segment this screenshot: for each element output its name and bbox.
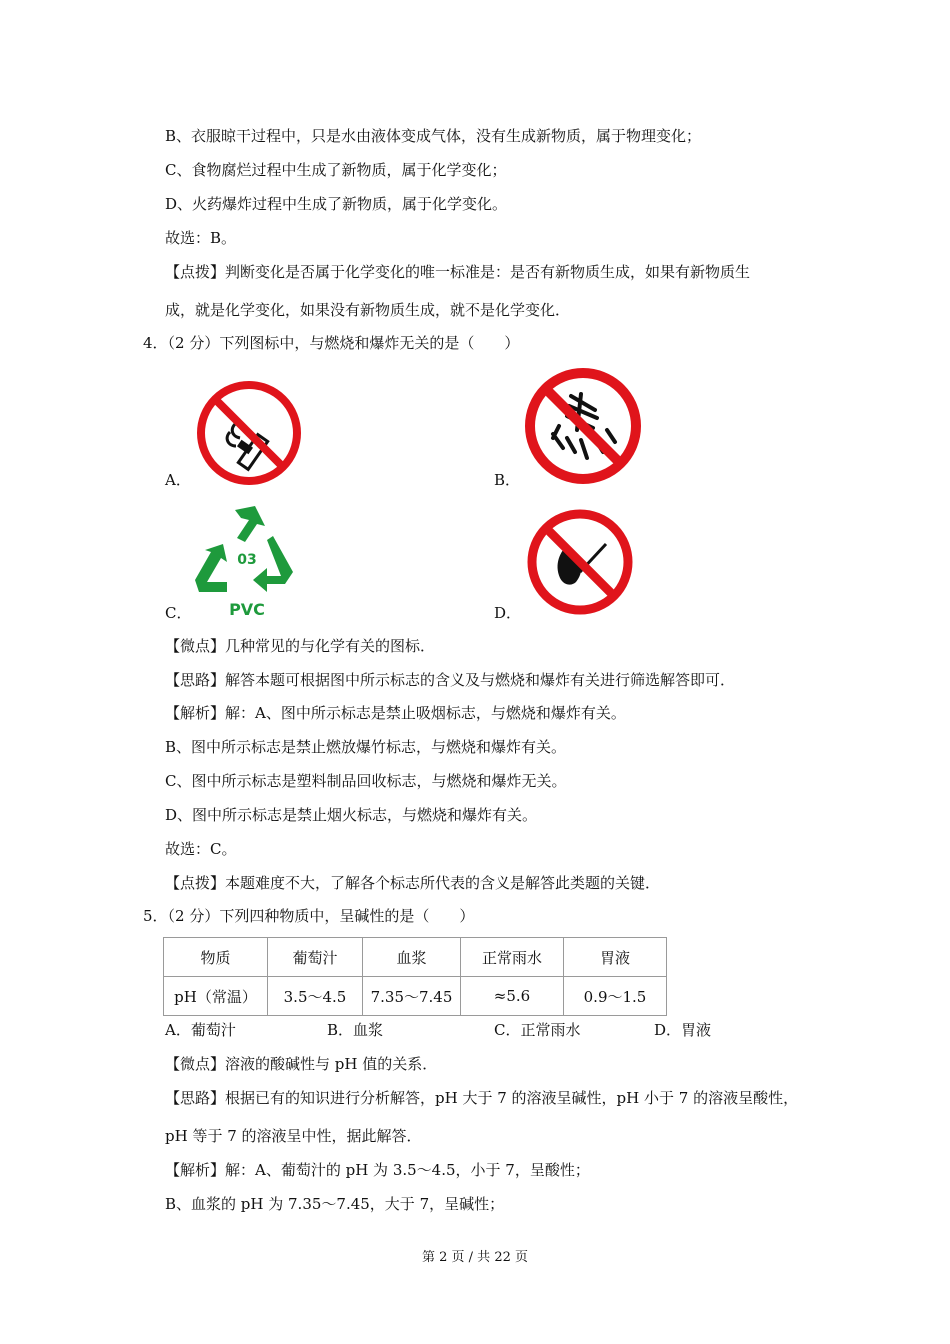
table-header-cell: 胃液 xyxy=(564,938,667,977)
q4-analysis-d: D、图中所示标志是禁止烟火标志，与燃烧和爆炸有关。 xyxy=(165,806,538,824)
table-row xyxy=(164,938,667,977)
table-cell: 0.9～1.5 xyxy=(564,977,667,1016)
no-open-flame-sign-icon xyxy=(526,508,634,616)
option-d-label: D． xyxy=(494,604,522,622)
question-4-stem: 4．（2 分）下列图标中，与燃烧和爆炸无关的是（ ） xyxy=(143,334,520,352)
table-header-cell: 葡萄汁 xyxy=(268,938,363,977)
table-header-cell: 血浆 xyxy=(363,938,461,977)
q5-point: 【微点】溶液的酸碱性与 pH 值的关系． xyxy=(165,1055,438,1073)
table-cell: 7.35～7.45 xyxy=(363,977,461,1016)
tip-line-2: 成，就是化学变化，如果没有新物质生成，就不是化学变化． xyxy=(165,301,571,319)
page-footer: 第 2 页 / 共 22 页 xyxy=(422,1250,528,1265)
table-header-cell: 物质 xyxy=(164,938,268,977)
q5-analysis-a: 【解析】解：A、葡萄汁的 pH 为 3.5～4.5，小于 7，呈酸性； xyxy=(165,1161,590,1179)
table-row xyxy=(164,977,667,1016)
option-b-label: B． xyxy=(494,471,521,489)
no-smoking-sign-icon xyxy=(196,380,302,486)
recycle-sign xyxy=(193,500,301,622)
q5-idea-1: 【思路】根据已有的知识进行分析解答，pH 大于 7 的溶液呈碱性，pH 小于 7 的溶液呈酸性， xyxy=(165,1089,799,1107)
option-c-label: C． xyxy=(165,604,192,622)
q4-analysis-c: C、图中所示标志是塑料制品回收标志，与燃烧和爆炸无关。 xyxy=(165,772,567,790)
recycle-triangle-icon xyxy=(193,500,301,600)
q4-analysis-b: B、图中所示标志是禁止燃放爆竹标志，与燃烧和爆炸有关。 xyxy=(165,738,567,756)
recycle-label: PVC xyxy=(229,600,265,619)
table-cell: 3.5～4.5 xyxy=(268,977,363,1016)
table-header-cell: 正常雨水 xyxy=(461,938,564,977)
q5-option-b: B．血浆 xyxy=(327,1021,384,1039)
q5-option-c: C．正常雨水 xyxy=(494,1021,581,1039)
option-a-label: A． xyxy=(165,471,191,489)
no-firecrackers-sign-icon xyxy=(523,366,643,486)
tip-line-1: 【点拨】判断变化是否属于化学变化的唯一标准是：是否有新物质生成，如果有新物质生 xyxy=(165,263,751,281)
q4-answer: 故选：C。 xyxy=(165,840,237,858)
table-cell: ≈5.6 xyxy=(461,977,564,1016)
q5-analysis-b: B、血浆的 pH 为 7.35～7.45，大于 7，呈碱性； xyxy=(165,1195,505,1213)
q4-analysis-a: 【解析】解：A、图中所示标志是禁止吸烟标志，与燃烧和爆炸有关。 xyxy=(165,704,626,722)
analysis-line-b: B、衣服晾干过程中，只是水由液体变成气体，没有生成新物质，属于物理变化； xyxy=(165,127,702,145)
q5-idea-2: pH 等于 7 的溶液呈中性，据此解答． xyxy=(165,1127,422,1145)
analysis-line-d: D、火药爆炸过程中生成了新物质，属于化学变化。 xyxy=(165,195,508,213)
analysis-line-c: C、食物腐烂过程中生成了新物质，属于化学变化； xyxy=(165,161,507,179)
q4-idea: 【思路】解答本题可根据图中所示标志的含义及与燃烧和爆炸有关进行筛选解答即可． xyxy=(165,671,736,689)
recycle-code: 03 xyxy=(237,552,257,568)
ph-table xyxy=(163,937,667,1016)
table-cell: pH（常温） xyxy=(164,977,268,1016)
q4-tip: 【点拨】本题难度不大，了解各个标志所代表的含义是解答此类题的关键． xyxy=(165,874,661,892)
q4-point: 【微点】几种常见的与化学有关的图标． xyxy=(165,637,436,655)
q5-option-a: A．葡萄汁 xyxy=(165,1021,236,1039)
q5-option-d: D．胃液 xyxy=(654,1021,712,1039)
question-5-stem: 5．（2 分）下列四种物质中，呈碱性的是（ ） xyxy=(143,907,475,925)
answer-line: 故选：B。 xyxy=(165,229,237,247)
